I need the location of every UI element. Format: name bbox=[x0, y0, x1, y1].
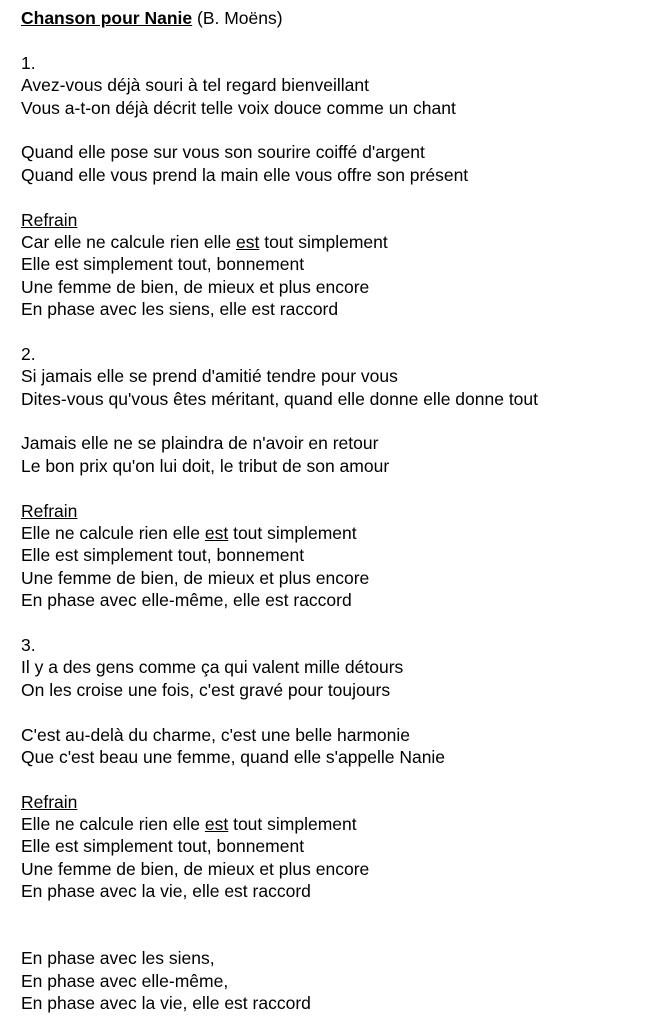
lyric-line: En phase avec les siens, bbox=[21, 948, 215, 969]
verse-number: 2. bbox=[21, 343, 36, 364]
lyric-line: Elle est simplement tout, bonnement bbox=[21, 254, 305, 275]
lyric-line: C'est au-delà du charme, c'est une belle harmonie bbox=[21, 724, 410, 745]
lyric-line: Jamais elle ne se plaindra de n'avoir en retour bbox=[21, 433, 379, 454]
lyric-line: En phase avec elle-même, bbox=[21, 970, 229, 991]
underlined-word: est bbox=[235, 231, 260, 252]
spacer bbox=[21, 612, 641, 634]
lyric-fragment: Elle ne calcule rien elle bbox=[21, 814, 205, 835]
lyric-line: En phase avec la vie, elle est raccord bbox=[21, 993, 311, 1014]
refrain-label: Refrain bbox=[21, 209, 78, 230]
underlined-word: est bbox=[204, 814, 229, 835]
spacer bbox=[21, 119, 641, 141]
lyric-line: Quand elle vous prend la main elle vous offre son présent bbox=[21, 164, 469, 185]
lyric-line bbox=[21, 522, 641, 544]
lyrics-document bbox=[21, 7, 641, 1015]
title-line bbox=[21, 7, 641, 29]
lyric-line: Le bon prix qu'on lui doit, le tribut de son amour bbox=[21, 455, 390, 476]
lyric-line: Dites-vous qu'vous êtes méritant, quand elle donne elle donne tout bbox=[21, 388, 539, 409]
lyric-line: En phase avec elle-même, elle est raccord bbox=[21, 590, 352, 611]
lyric-line: Il y a des gens comme ça qui valent mille détours bbox=[21, 657, 404, 678]
spacer bbox=[21, 320, 641, 342]
spacer bbox=[21, 477, 641, 499]
lyric-line bbox=[21, 231, 641, 253]
song-title: Chanson pour Nanie bbox=[21, 8, 193, 28]
lyric-line: Une femme de bien, de mieux et plus encore bbox=[21, 567, 370, 588]
lyric-line: Elle est simplement tout, bonnement bbox=[21, 836, 305, 857]
spacer bbox=[21, 903, 641, 948]
spacer bbox=[21, 186, 641, 208]
underlined-word: est bbox=[204, 522, 229, 543]
lyric-line: Quand elle pose sur vous son sourire coiffé d'argent bbox=[21, 142, 425, 163]
lyric-fragment: tout simplement bbox=[259, 231, 388, 252]
spacer bbox=[21, 410, 641, 432]
refrain-label: Refrain bbox=[21, 500, 78, 521]
refrain-label: Refrain bbox=[21, 791, 78, 812]
spacer bbox=[21, 768, 641, 790]
lyric-fragment: Car elle ne calcule rien elle bbox=[21, 231, 236, 252]
lyric-line bbox=[21, 813, 641, 835]
lyric-line: Avez-vous déjà souri à tel regard bienveillant bbox=[21, 75, 369, 96]
lyric-line: Si jamais elle se prend d'amitié tendre pour vous bbox=[21, 366, 398, 387]
spacer bbox=[21, 701, 641, 723]
lyric-line: En phase avec les siens, elle est raccord bbox=[21, 299, 339, 320]
lyric-fragment: tout simplement bbox=[228, 522, 357, 543]
lyric-line: Une femme de bien, de mieux et plus encore bbox=[21, 858, 370, 879]
lyric-line: Que c'est beau une femme, quand elle s'appelle Nanie bbox=[21, 746, 446, 767]
spacer bbox=[21, 29, 641, 51]
lyric-line: Vous a-t-on déjà décrit telle voix douce comme un chant bbox=[21, 97, 456, 118]
verse-number: 3. bbox=[21, 634, 36, 655]
lyric-line: Elle est simplement tout, bonnement bbox=[21, 545, 305, 566]
lyric-fragment: Elle ne calcule rien elle bbox=[21, 522, 205, 543]
verse-number: 1. bbox=[21, 52, 36, 73]
lyric-line: En phase avec la vie, elle est raccord bbox=[21, 881, 311, 902]
lyric-line: On les croise une fois, c'est gravé pour toujours bbox=[21, 679, 391, 700]
song-author: (B. Moëns) bbox=[192, 8, 283, 28]
lyric-line: Une femme de bien, de mieux et plus encore bbox=[21, 276, 370, 297]
lyric-fragment: tout simplement bbox=[228, 814, 357, 835]
